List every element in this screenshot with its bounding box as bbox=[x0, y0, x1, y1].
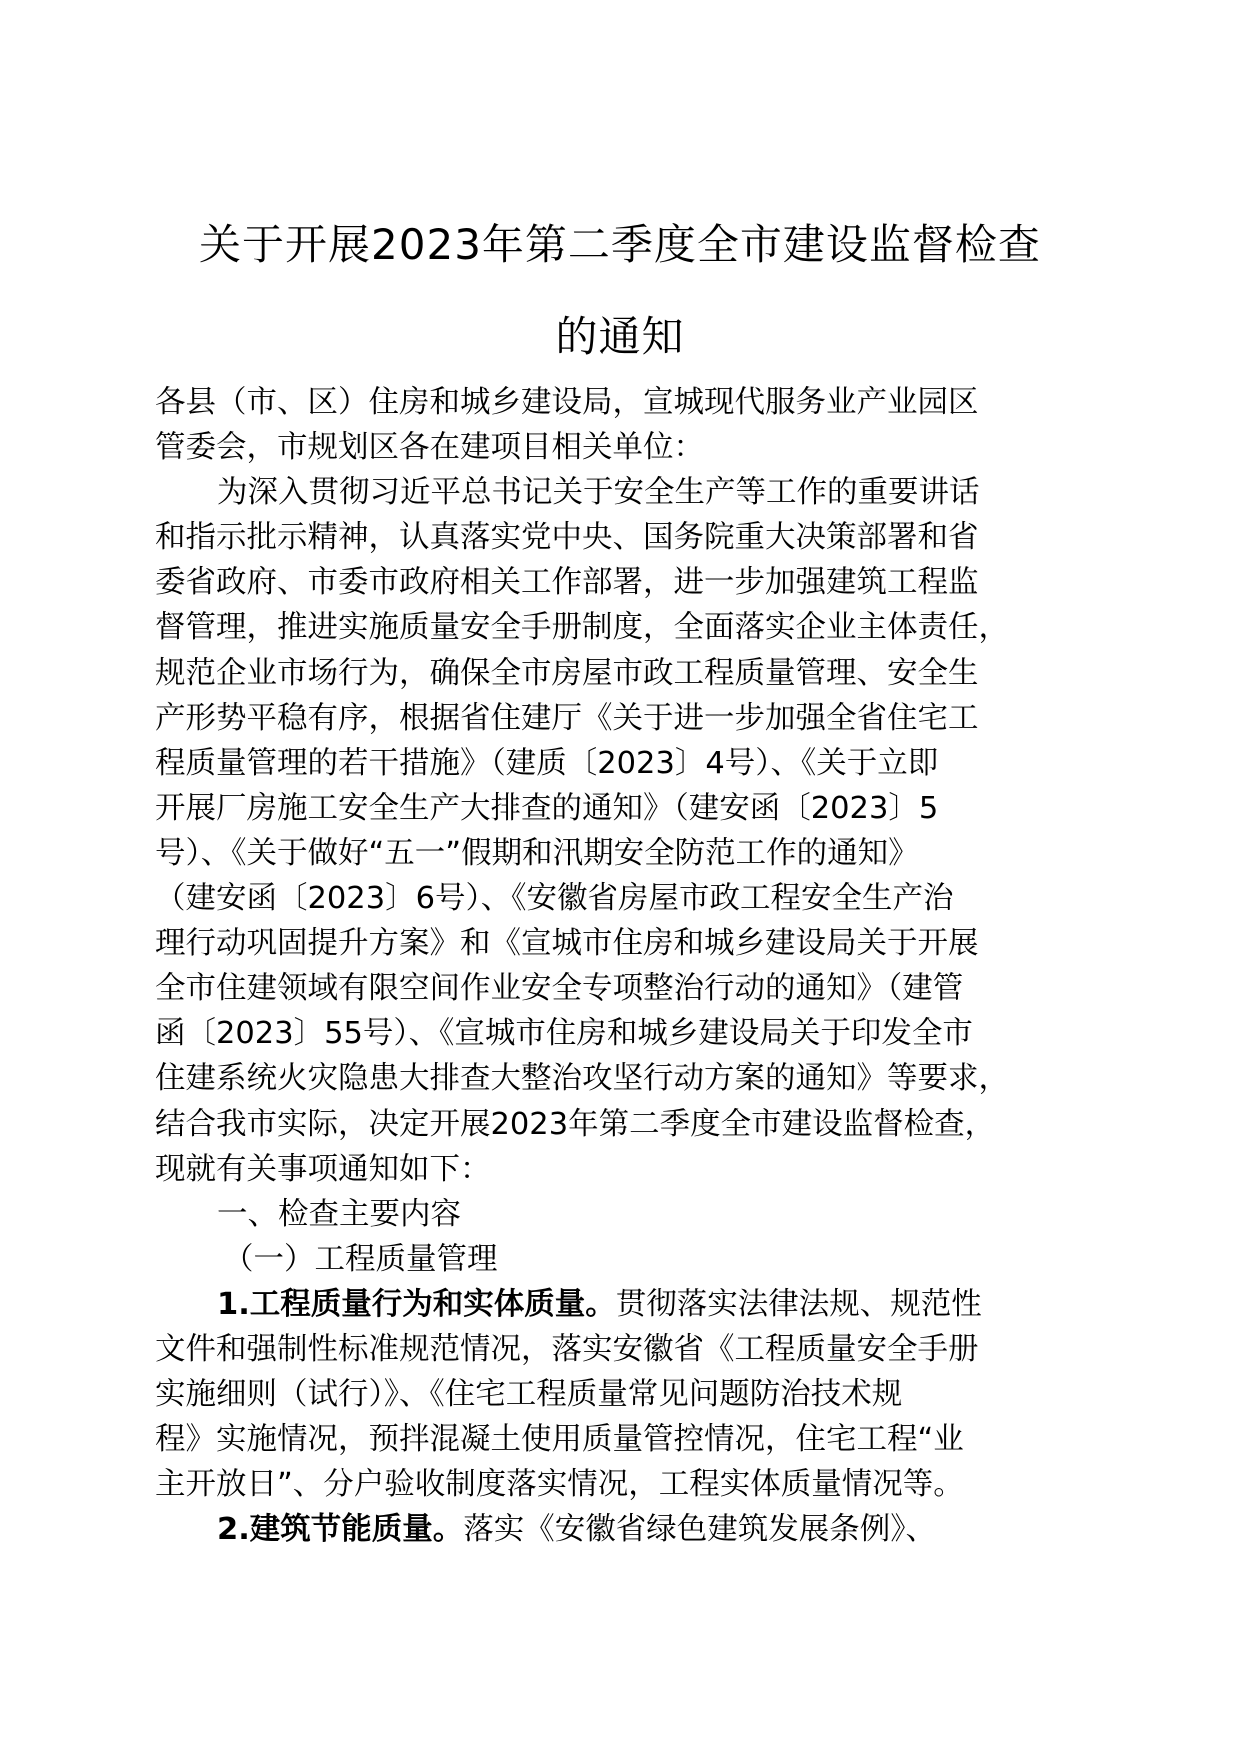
paragraph-line: 结合我市实际，决定开展2023年第二季度全市建设监督检查， bbox=[155, 1106, 996, 1142]
addressee-line: 各县（市、区）住房和城乡建设局，宣城现代服务业产业园区 bbox=[155, 385, 979, 420]
paragraph-line: 委省政府、市委市政府相关工作部署，进一步加强建筑工程监 bbox=[155, 565, 979, 601]
paragraph-line: 全市住建领域有限空间作业安全专项整治行动的通知》（建管 bbox=[155, 971, 964, 1007]
document-title-line-1: 关于开展2023年第二季度全市建设监督检查 bbox=[199, 220, 1041, 269]
item-1-first-line bbox=[155, 1282, 1110, 1327]
addressee-line: 管委会，市规划区各在建项目相关单位： bbox=[155, 430, 704, 466]
item-1-text: 贯彻落实法律法规、规范性 bbox=[615, 1286, 982, 1322]
document-title-line-2: 的通知 bbox=[555, 312, 685, 361]
paragraph-line: 住建系统火灾隐患大排查大整治攻坚行动方案的通知》等要求， bbox=[155, 1061, 1009, 1097]
item-1-line: 主开放日”、分户验收制度落实情况，工程实体质量情况等。 bbox=[155, 1467, 964, 1503]
section-heading: 一、检查主要内容 bbox=[217, 1196, 461, 1232]
paragraph-line: 程质量管理的若干措施》（建质〔2023〕4号）、《关于立即 bbox=[155, 745, 939, 781]
item-1-line: 实施细则（试行）》、《住宅工程质量常见问题防治技术规 bbox=[155, 1377, 903, 1413]
item-2-text: 落实《安徽省绿色建筑发展条例》、 bbox=[463, 1512, 937, 1548]
document-body bbox=[155, 380, 1110, 1552]
paragraph-line: 号）、《关于做好“五一”假期和汛期安全防范工作的通知》 bbox=[155, 835, 919, 871]
paragraph-line: 和指示批示精神，认真落实党中央、国务院重大决策部署和省 bbox=[155, 520, 979, 556]
paragraph-line: （建安函〔2023〕6号）、《安徽省房屋市政工程安全生产治 bbox=[155, 881, 954, 917]
item-1-heading: 1.工程质量行为和实体质量。 bbox=[217, 1286, 616, 1322]
item-2-first-line bbox=[155, 1507, 1110, 1552]
paragraph-line: 督管理，推进实施质量安全手册制度，全面落实企业主体责任， bbox=[155, 610, 1009, 646]
paragraph-line: 为深入贯彻习近平总书记关于安全生产等工作的重要讲话 bbox=[217, 475, 980, 511]
paragraph-line: 开展厂房施工安全生产大排查的通知》（建安函〔2023〕5 bbox=[155, 790, 939, 826]
paragraph-line: 规范企业市场行为，确保全市房屋市政工程质量管理、安全生 bbox=[155, 655, 979, 691]
paragraph-line: 产形势平稳有序，根据省住建厅《关于进一步加强全省住宅工 bbox=[155, 700, 979, 736]
subsection-heading: （一）工程质量管理 bbox=[223, 1241, 498, 1277]
item-2-heading: 2.建筑节能质量。 bbox=[217, 1512, 464, 1548]
paragraph-line: 现就有关事项通知如下： bbox=[155, 1151, 491, 1187]
item-1-line: 文件和强制性标准规范情况，落实安徽省《工程质量安全手册 bbox=[155, 1331, 979, 1367]
paragraph-line: 函〔2023〕55号）、《宣城市住房和城乡建设局关于印发全市 bbox=[155, 1016, 973, 1052]
item-1-line: 程》实施情况，预拌混凝土使用质量管控情况，住宅工程“业 bbox=[155, 1422, 964, 1458]
paragraph-line: 理行动巩固提升方案》和《宣城市住房和城乡建设局关于开展 bbox=[155, 926, 979, 962]
